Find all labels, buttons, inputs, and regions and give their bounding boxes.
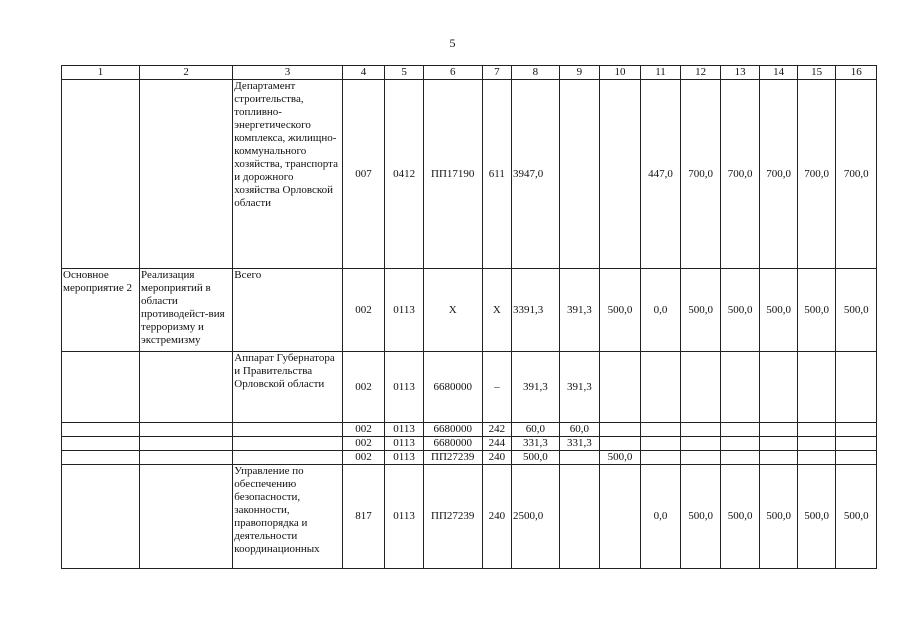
table-cell: 0113 <box>385 451 424 465</box>
table-cell: Аппарат Губернатора и Правительства Орловской области <box>233 352 342 423</box>
table-cell <box>600 352 641 423</box>
table-cell <box>760 437 798 451</box>
table-cell: Х <box>423 269 482 352</box>
table-cell: Реализация мероприятий в области противодейст-вия терроризму и экстремизму <box>140 269 233 352</box>
header-cell: 10 <box>600 66 641 80</box>
table-cell <box>62 451 140 465</box>
page-number: 5 <box>449 36 456 50</box>
table-cell: 500,0 <box>600 269 641 352</box>
table-cell: Основное мероприятие 2 <box>62 269 140 352</box>
table-cell: 391,3 <box>559 269 600 352</box>
header-cell: 14 <box>760 66 798 80</box>
table-cell <box>559 80 600 269</box>
header-cell: 3 <box>233 66 342 80</box>
table-cell: 700,0 <box>720 80 760 269</box>
table-cell: 391,3 <box>512 352 560 423</box>
table-cell: 500,0 <box>681 465 721 569</box>
table-row <box>62 269 877 352</box>
table-cell: 500,0 <box>836 465 877 569</box>
table-cell <box>836 451 877 465</box>
header-cell: 12 <box>681 66 721 80</box>
table-cell: Департамент строительства, топливно-энергетического комплекса, жилищно-коммунального хозяйства, транспорта и дорожного хозяйства Орловской области <box>233 80 342 269</box>
table-cell <box>62 352 140 423</box>
table-cell: 500,0 <box>797 269 836 352</box>
table-cell: 700,0 <box>681 80 721 269</box>
table-cell <box>600 437 641 451</box>
table-cell <box>640 437 681 451</box>
table-cell: 0113 <box>385 423 424 437</box>
table-cell: 500,0 <box>512 451 560 465</box>
table-cell <box>233 423 342 437</box>
table-row <box>62 80 877 269</box>
header-cell: 5 <box>385 66 424 80</box>
table-cell: 6680000 <box>423 352 482 423</box>
table-cell: – <box>482 352 511 423</box>
table-cell: 500,0 <box>836 269 877 352</box>
table-cell: Х <box>482 269 511 352</box>
table-cell: 240 <box>482 451 511 465</box>
table-row <box>62 437 877 451</box>
table-cell <box>62 423 140 437</box>
header-cell: 6 <box>423 66 482 80</box>
table-cell: 002 <box>342 352 385 423</box>
table-cell <box>720 423 760 437</box>
table-cell <box>720 437 760 451</box>
table-cell <box>600 465 641 569</box>
table-cell: Управление по обеспечению безопасности, законности, правопорядка и деятельности координационных <box>233 465 342 569</box>
table-cell <box>62 80 140 269</box>
table-cell: 240 <box>482 465 511 569</box>
header-cell: 11 <box>640 66 681 80</box>
table-cell <box>681 423 721 437</box>
table-cell: 331,3 <box>512 437 560 451</box>
table-header-row <box>62 66 877 80</box>
table-cell <box>559 465 600 569</box>
table-cell: 500,0 <box>681 269 721 352</box>
table-cell <box>720 451 760 465</box>
table-cell: 002 <box>342 437 385 451</box>
table-cell: 0113 <box>385 269 424 352</box>
table-cell <box>600 423 641 437</box>
table-cell: 0412 <box>385 80 424 269</box>
table-cell <box>140 80 233 269</box>
table-cell: 700,0 <box>797 80 836 269</box>
table-cell: 2500,0 <box>512 465 560 569</box>
table-cell <box>140 352 233 423</box>
table-cell: 007 <box>342 80 385 269</box>
table-cell <box>640 423 681 437</box>
table-cell: 002 <box>342 451 385 465</box>
table-cell: 500,0 <box>760 465 798 569</box>
budget-table <box>61 65 877 569</box>
table-cell <box>681 352 721 423</box>
table-cell <box>62 465 140 569</box>
table-cell <box>140 423 233 437</box>
table-cell: 0,0 <box>640 465 681 569</box>
table-cell <box>760 423 798 437</box>
table-cell: 3391,3 <box>512 269 560 352</box>
table-cell <box>797 423 836 437</box>
header-cell: 4 <box>342 66 385 80</box>
table-cell: 700,0 <box>836 80 877 269</box>
table-cell <box>62 437 140 451</box>
table-cell: 0113 <box>385 437 424 451</box>
table-cell <box>836 352 877 423</box>
table-cell: 0,0 <box>640 269 681 352</box>
table-cell: 0113 <box>385 465 424 569</box>
table-cell <box>233 451 342 465</box>
header-cell: 8 <box>512 66 560 80</box>
table-cell <box>640 451 681 465</box>
table-cell <box>797 437 836 451</box>
table-row <box>62 465 877 569</box>
table-cell: 60,0 <box>512 423 560 437</box>
table-cell: 244 <box>482 437 511 451</box>
table-cell <box>640 352 681 423</box>
table-cell <box>836 423 877 437</box>
table-cell <box>559 451 600 465</box>
table-cell: 500,0 <box>600 451 641 465</box>
table-cell: ПП27239 <box>423 451 482 465</box>
table-cell: 500,0 <box>720 269 760 352</box>
table-cell: Всего <box>233 269 342 352</box>
table-row <box>62 352 877 423</box>
table-cell: 700,0 <box>760 80 798 269</box>
header-cell: 2 <box>140 66 233 80</box>
table-cell: ПП17190 <box>423 80 482 269</box>
table-cell <box>836 437 877 451</box>
table-cell <box>140 451 233 465</box>
table-cell <box>233 437 342 451</box>
table-cell: 60,0 <box>559 423 600 437</box>
table-cell: 500,0 <box>720 465 760 569</box>
table-cell <box>600 80 641 269</box>
table-row <box>62 451 877 465</box>
table-cell: 331,3 <box>559 437 600 451</box>
table-cell <box>760 352 798 423</box>
table-cell <box>140 437 233 451</box>
table-cell: 447,0 <box>640 80 681 269</box>
table-cell: 6680000 <box>423 423 482 437</box>
header-cell: 9 <box>559 66 600 80</box>
table-cell: 0113 <box>385 352 424 423</box>
table-cell: 391,3 <box>559 352 600 423</box>
table-cell <box>681 437 721 451</box>
table-cell: 242 <box>482 423 511 437</box>
table-cell: 611 <box>482 80 511 269</box>
header-cell: 16 <box>836 66 877 80</box>
table-cell <box>797 451 836 465</box>
table-row <box>62 423 877 437</box>
table-cell: 6680000 <box>423 437 482 451</box>
table-cell <box>681 451 721 465</box>
header-cell: 7 <box>482 66 511 80</box>
header-cell: 15 <box>797 66 836 80</box>
table-cell <box>760 451 798 465</box>
table-cell: 500,0 <box>760 269 798 352</box>
table-cell: ПП27239 <box>423 465 482 569</box>
header-cell: 13 <box>720 66 760 80</box>
table-cell: 500,0 <box>797 465 836 569</box>
table-cell <box>797 352 836 423</box>
table-cell: 817 <box>342 465 385 569</box>
header-cell: 1 <box>62 66 140 80</box>
table-cell <box>720 352 760 423</box>
table-cell <box>140 465 233 569</box>
table-cell: 002 <box>342 423 385 437</box>
table-cell: 002 <box>342 269 385 352</box>
table-cell: 3947,0 <box>512 80 560 269</box>
